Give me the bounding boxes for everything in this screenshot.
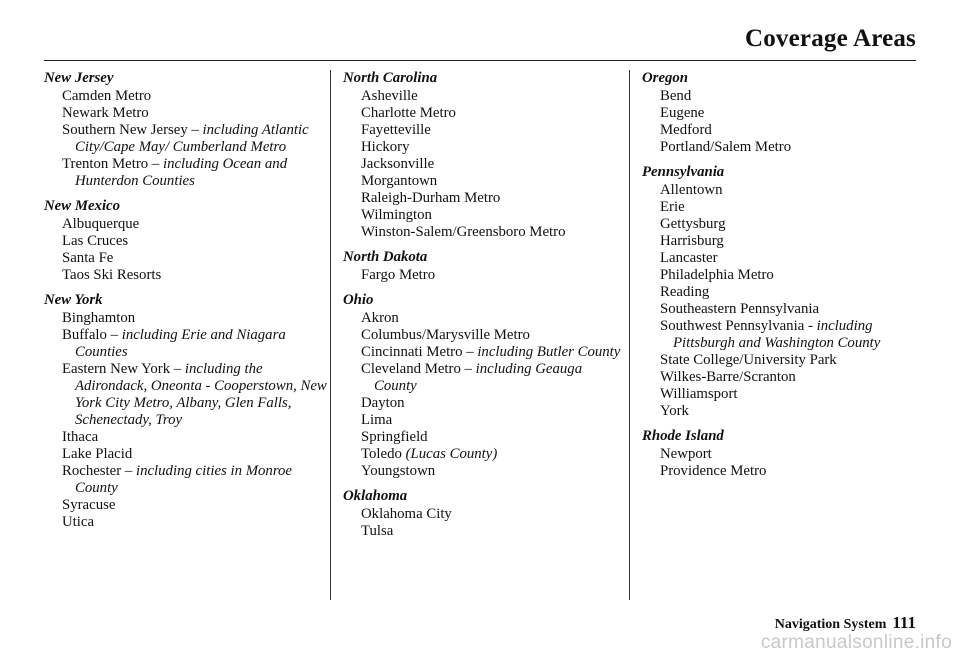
city-entry [343, 173, 628, 190]
city-name: Charlotte Metro [361, 105, 456, 121]
column-1 [44, 70, 329, 531]
city-entry [642, 216, 927, 233]
city-name: Allentown [660, 182, 723, 198]
page-footer [775, 613, 916, 633]
city-name: Toledo [361, 446, 406, 462]
city-entry [343, 446, 628, 463]
city-entry [642, 318, 927, 352]
city-note: including the Adirondack, Oneonta - Cooperstown, New York City Metro, Albany, Glen Falls, Schenectady, Troy [75, 361, 327, 428]
city-entry [642, 369, 927, 386]
city-entry [343, 267, 628, 284]
city-entry [642, 105, 927, 122]
state-heading: North Dakota [343, 249, 428, 265]
city-entry [44, 446, 329, 463]
city-entry [343, 156, 628, 173]
city-name: Morgantown [361, 173, 438, 189]
city-entry [642, 352, 927, 369]
city-entry [343, 412, 628, 429]
city-name: Albuquerque [62, 216, 140, 232]
city-entry [642, 182, 927, 199]
state-heading: Oklahoma [343, 488, 408, 504]
city-entry [343, 463, 628, 480]
city-name: Newport [660, 446, 712, 462]
city-name: Akron [361, 310, 399, 326]
state-heading: Ohio [343, 292, 374, 308]
city-name: Trenton Metro – [62, 156, 163, 172]
city-name: Oklahoma City [361, 506, 452, 522]
city-entry [642, 267, 927, 284]
city-name: Columbus/Marysville Metro [361, 327, 530, 343]
city-entry [44, 361, 329, 429]
column-divider [629, 70, 630, 600]
city-entry [44, 310, 329, 327]
city-name: Newark Metro [62, 105, 149, 121]
city-name: State College/University Park [660, 352, 837, 368]
city-entry [343, 207, 628, 224]
city-name: Erie [660, 199, 685, 215]
city-name: Lima [361, 412, 393, 428]
city-entry [343, 344, 628, 361]
city-name: Gettysburg [660, 216, 726, 232]
city-entry [642, 233, 927, 250]
city-name: Bend [660, 88, 692, 104]
city-entry [343, 122, 628, 139]
city-entry [343, 105, 628, 122]
city-name: York [660, 403, 689, 419]
city-name: Williamsport [660, 386, 738, 402]
state-heading: New Mexico [44, 198, 121, 214]
city-name: Philadelphia Metro [660, 267, 774, 283]
city-name: Tulsa [361, 523, 394, 539]
city-note: including Atlantic City/Cape May/ Cumberland Metro [75, 122, 309, 155]
watermark: carmanualsonline.info [760, 632, 952, 653]
city-name: Lancaster [660, 250, 718, 266]
city-name: Syracuse [62, 497, 116, 513]
city-entry [642, 446, 927, 463]
city-note: (Lucas County) [405, 446, 498, 462]
city-name: Eugene [660, 105, 705, 121]
column-divider [330, 70, 331, 600]
city-entry [642, 199, 927, 216]
city-name: Taos Ski Resorts [62, 267, 162, 283]
city-name: Wilkes-Barre/Scranton [660, 369, 796, 385]
city-name: Fargo Metro [361, 267, 436, 283]
city-name: Utica [62, 514, 95, 530]
city-note: including Pittsburgh and Washington County [673, 318, 881, 351]
city-entry [44, 463, 329, 497]
city-entry [642, 284, 927, 301]
city-entry [642, 122, 927, 139]
city-note: including Geauga County [374, 361, 583, 394]
state-heading: New York [44, 292, 103, 308]
city-name: Winston-Salem/Greensboro Metro [361, 224, 566, 240]
city-name: Camden Metro [62, 88, 152, 104]
city-name: Portland/Salem Metro [660, 139, 792, 155]
city-name: Cleveland Metro – [361, 361, 476, 377]
city-name: Springfield [361, 429, 428, 445]
city-entry [343, 395, 628, 412]
city-name: Asheville [361, 88, 418, 104]
city-entry [44, 122, 329, 156]
city-name: Rochester – [62, 463, 136, 479]
city-entry [44, 514, 329, 531]
city-entry [343, 506, 628, 523]
city-entry [343, 224, 628, 241]
city-name: Hickory [361, 139, 410, 155]
city-entry [642, 301, 927, 318]
city-entry [642, 403, 927, 420]
city-entry [343, 139, 628, 156]
city-entry [44, 156, 329, 190]
page-number: 111 [892, 613, 916, 632]
city-entry [44, 105, 329, 122]
city-entry [343, 88, 628, 105]
city-name: Cincinnati Metro – [361, 344, 478, 360]
city-name: Providence Metro [660, 463, 767, 479]
city-entry [642, 463, 927, 480]
state-heading: New Jersey [44, 70, 114, 86]
city-name: Binghamton [62, 310, 136, 326]
city-entry [642, 386, 927, 403]
city-entry [44, 88, 329, 105]
city-entry [343, 310, 628, 327]
state-heading: North Carolina [343, 70, 438, 86]
city-entry [44, 267, 329, 284]
footer-label: Navigation System [774, 617, 887, 632]
city-name: Buffalo – [62, 327, 122, 343]
city-entry [44, 327, 329, 361]
state-heading: Rhode Island [642, 428, 724, 444]
city-entry [44, 216, 329, 233]
city-note: including Butler County [477, 344, 621, 360]
city-entry [343, 523, 628, 540]
state-heading: Pennsylvania [642, 164, 725, 180]
city-note: including cities in Monroe County [75, 463, 292, 496]
city-name: Santa Fe [62, 250, 114, 266]
title-rule [44, 60, 916, 61]
city-entry [343, 190, 628, 207]
city-entry [343, 429, 628, 446]
column-2 [343, 70, 628, 540]
city-entry [343, 327, 628, 344]
page-title: Coverage Areas [744, 25, 916, 52]
city-entry [642, 88, 927, 105]
city-name: Jacksonville [361, 156, 435, 172]
city-name: Southern New Jersey – [62, 122, 203, 138]
city-name: Wilmington [361, 207, 432, 223]
city-note: including Ocean and Hunterdon Counties [75, 156, 288, 189]
city-entry [44, 497, 329, 514]
city-name: Ithaca [62, 429, 99, 445]
city-entry [44, 233, 329, 250]
column-3 [642, 70, 927, 480]
city-name: Eastern New York – [62, 361, 185, 377]
city-note: including Erie and Niagara Counties [75, 327, 286, 360]
city-entry [642, 250, 927, 267]
city-name: Medford [660, 122, 712, 138]
city-name: Reading [660, 284, 710, 300]
state-heading: Oregon [642, 70, 689, 86]
city-name: Youngstown [361, 463, 436, 479]
city-entry [642, 139, 927, 156]
city-name: Fayetteville [361, 122, 431, 138]
city-entry [343, 361, 628, 395]
city-entry [44, 250, 329, 267]
city-name: Lake Placid [62, 446, 133, 462]
city-name: Raleigh-Durham Metro [361, 190, 501, 206]
city-name: Harrisburg [660, 233, 724, 249]
city-name: Las Cruces [62, 233, 129, 249]
city-name: Dayton [361, 395, 405, 411]
city-name: Southwest Pennsylvania - [660, 318, 817, 334]
city-entry [44, 429, 329, 446]
city-name: Southeastern Pennsylvania [660, 301, 820, 317]
